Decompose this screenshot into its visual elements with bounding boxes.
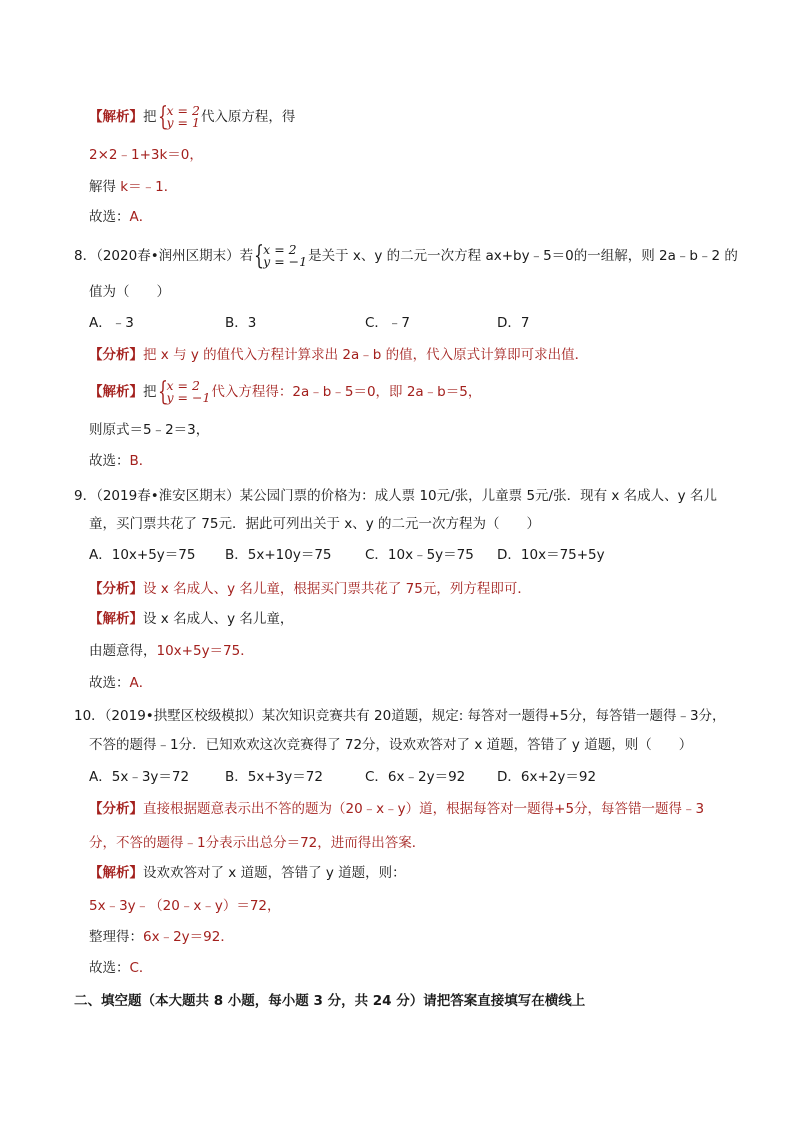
- q8-jiexi-system: { x = 2 y = −1: [157, 377, 211, 407]
- q7-solve-pre: 解得: [89, 179, 121, 195]
- q8-fenxi-text: 把 x 与 y 的值代入方程计算求出 2a﹣b 的值，代入原式计算即可求出值．: [143, 347, 589, 363]
- q10-stem-line1: 10．（2019•拱墅区校级模拟）某次知识竞赛共有 20道题，规定: 每答对一题得+5分，每答错一题得﹣3分，: [74, 708, 726, 724]
- q7-answer-line: [89, 207, 152, 227]
- q7-answer-choice: A．: [129, 209, 153, 225]
- q8-stem-line2: 值为（ ）: [89, 284, 170, 300]
- q10-option-d: D．6x+2y＝92: [497, 769, 597, 785]
- q9-fenxi-tag: 【分析】: [89, 581, 143, 597]
- q7-solve-val: k＝﹣1．: [120, 179, 178, 195]
- q10-jiexi-tag: 【解析】: [89, 865, 143, 881]
- q10-simplify-pre: 整理得：: [89, 929, 143, 945]
- q10-jiexi-line: [89, 863, 406, 883]
- q8-stem-pre: 8．（2020春•润州区期末）若: [74, 248, 254, 264]
- q8-jiexi-post: 代入方程得：2a﹣b﹣5＝0，即 2a﹣b＝5，: [211, 384, 482, 400]
- q10-simplify-val: 6x﹣2y＝92．: [143, 929, 234, 945]
- q9-option-b: B．5x+10y＝75: [225, 547, 332, 563]
- q10-answer-line: [89, 958, 152, 978]
- q7-solve-line: [89, 177, 177, 197]
- q9-fenxi-text: 设 x 名成人、y 名儿童，根据买门票共花了 75元，列方程即可．: [143, 581, 531, 597]
- q9-option-d: D．10x＝75+5y: [497, 547, 605, 563]
- q7-jiexi-pre: 把: [143, 109, 157, 125]
- q7-jiexi-tag: 【解析】: [89, 109, 143, 125]
- section-heading-fill-in: 二、填空题（本大题共 8 小题，每小题 3 分，共 24 分）请把答案直接填写在横线上: [74, 993, 586, 1009]
- q8-answer-pre: 故选：: [89, 453, 130, 469]
- q9-fenxi-line: [89, 579, 531, 599]
- q9-equation-val: 10x+5y＝75．: [156, 643, 254, 659]
- q9-answer-line: [89, 673, 152, 693]
- q8-fenxi-line: [89, 345, 588, 365]
- q8-answer-line: [89, 451, 152, 471]
- q9-jiexi-line: [89, 609, 293, 629]
- q10-option-a: A．5x﹣3y＝72: [89, 769, 190, 785]
- q10-fenxi-tag: 【分析】: [89, 801, 143, 817]
- q8-result-line: 则原式＝5﹣2＝3，: [89, 422, 210, 438]
- q7-step-line: 2×2﹣1+3k＝0，: [89, 147, 203, 163]
- q10-answer-pre: 故选：: [89, 960, 130, 976]
- q7-jiexi-post: 代入原方程，得: [200, 109, 296, 125]
- q8-jiexi-sys-eq2: y = −1: [166, 390, 211, 405]
- q8-stem-post: 是关于 x、y 的二元一次方程 ax+by﹣5＝0的一组解，则 2a﹣b﹣2 的: [308, 248, 738, 264]
- q8-jiexi-pre: 把: [143, 384, 157, 400]
- q7-sys-eq2: y = 1: [166, 115, 200, 130]
- q7-jiexi-line: [89, 102, 296, 132]
- q9-equation-line: [89, 641, 254, 661]
- q10-stem-line2: 不答的题得﹣1分．已知欢欢这次竞赛得了 72分，设欢欢答对了 x 道题，答错了 y 道题，则（ ）: [89, 737, 693, 753]
- q8-fenxi-tag: 【分析】: [89, 347, 143, 363]
- q10-jiexi-text: 设欢欢答对了 x 道题，答错了 y 道题，则：: [143, 865, 406, 881]
- q9-option-a: A．10x+5y＝75: [89, 547, 196, 563]
- q9-stem-line2: 童，买门票共花了 75元．据此可列出关于 x、y 的二元一次方程为（ ）: [89, 516, 541, 532]
- q8-equation-system: { x = 2 y = −1: [254, 241, 308, 271]
- q9-jiexi-text: 设 x 名成人、y 名儿童，: [143, 611, 294, 627]
- q8-sys-eq1: x = 2: [263, 242, 297, 257]
- q10-fenxi-line2: 分，不答的题得﹣1分表示出总分＝72，进而得出答案．: [89, 835, 426, 851]
- q10-option-c: C．6x﹣2y＝92: [365, 769, 466, 785]
- q9-stem-line1: 9．（2019春•淮安区期末）某公园门票的价格为：成人票 10元/张，儿童票 5元/张．现有 x 名成人、y 名儿: [74, 488, 717, 504]
- q8-stem-line1: [74, 241, 738, 271]
- q10-option-b: B．5x+3y＝72: [225, 769, 323, 785]
- q9-equation-pre: 由题意得，: [89, 643, 157, 659]
- q9-answer-pre: 故选：: [89, 675, 130, 691]
- q8-option-b: B．3: [225, 315, 257, 331]
- q9-answer-choice: A．: [129, 675, 153, 691]
- q7-equation-system: { x = 2 y = 1: [157, 102, 200, 132]
- q9-jiexi-tag: 【解析】: [89, 611, 143, 627]
- q8-jiexi-sys-eq1: x = 2: [166, 378, 200, 393]
- q7-sys-eq1: x = 2: [166, 103, 200, 118]
- q8-jiexi-line: [89, 377, 482, 407]
- q8-option-d: D．7: [497, 315, 530, 331]
- q10-simplify-line: [89, 927, 234, 947]
- q10-fenxi-text1: 直接根据题意表示出不答的题为（20﹣x﹣y）道，根据每答对一题得+5分，每答错一题得﹣3: [143, 801, 705, 817]
- q10-answer-choice: C．: [129, 960, 153, 976]
- q8-jiexi-tag: 【解析】: [89, 384, 143, 400]
- q8-option-a: A．﹣3: [89, 315, 134, 331]
- q9-option-c: C．10x﹣5y＝75: [365, 547, 474, 563]
- q7-answer-pre: 故选：: [89, 209, 130, 225]
- q8-option-c: C．﹣7: [365, 315, 411, 331]
- q10-equation-line: 5x﹣3y﹣（20﹣x﹣y）＝72，: [89, 898, 281, 914]
- q10-fenxi-line1: [89, 799, 704, 819]
- q8-answer-choice: B．: [129, 453, 153, 469]
- q8-sys-eq2: y = −1: [263, 254, 308, 269]
